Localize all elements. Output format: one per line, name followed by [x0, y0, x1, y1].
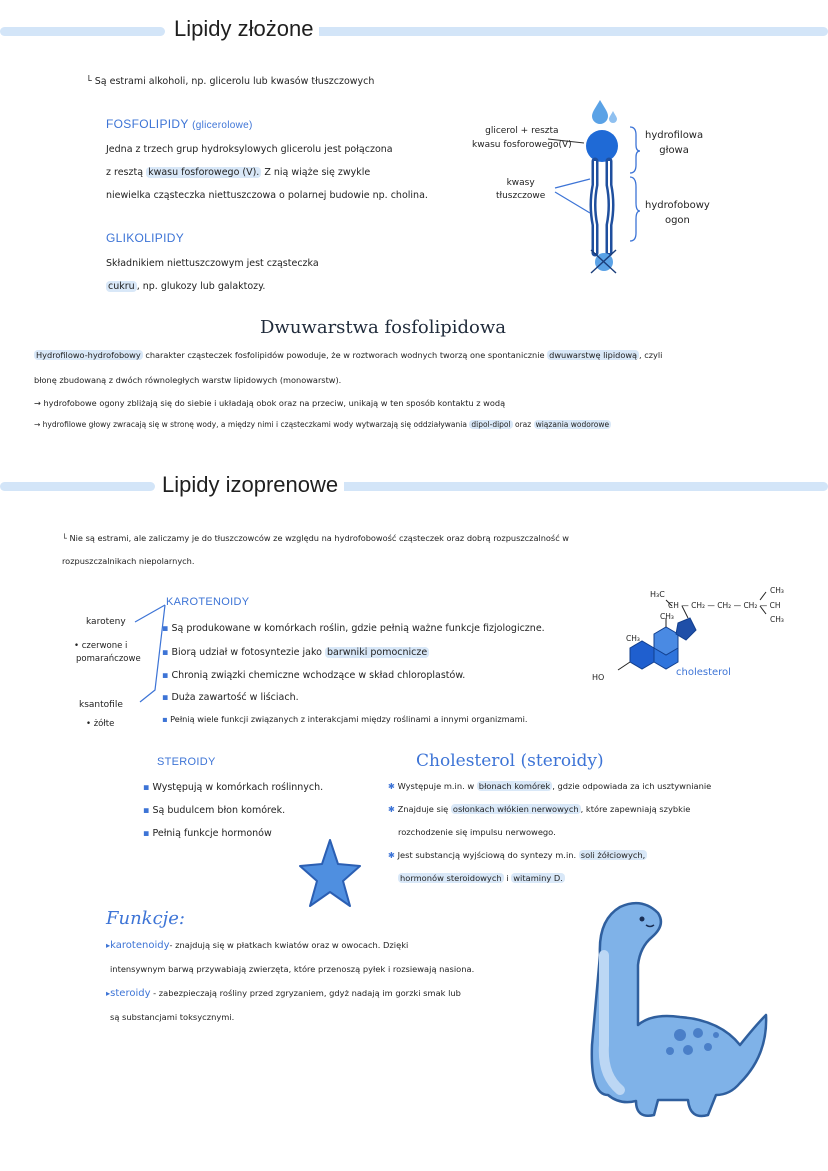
izoprenowe-intro-2: rozpuszczalnikach niepolarnych. — [62, 556, 195, 566]
dino-spot-6 — [713, 1032, 719, 1038]
chol-bullet-1-hl: błonach komórek — [478, 781, 551, 791]
chol-bullet-3-hl3: witaminy D. — [513, 873, 563, 883]
diagram-label-kwasy-1: kwasy — [506, 178, 535, 188]
fosfo-line-3: niewielka cząsteczka niettuszczowa o polarnej budowie np. cholina. — [106, 190, 428, 201]
steroidy-bullet-2-text: Są budulcem błon komórek. — [152, 805, 286, 816]
karoten-bullet-4-text: Duża zawartość w liściach. — [171, 692, 299, 703]
steroidy-bullet-3-text: Pełnią funkcje hormonów — [152, 828, 272, 839]
bracket-tail — [630, 177, 640, 241]
funkcje-line-1: ▸karotenoidy- znajdują się w płatkach kwiatów oraz w owocach. Dzięki — [106, 940, 409, 951]
chol-ch3-r1: CH₃ — [770, 586, 784, 595]
funkcje-line-3-rest: - zabezpieczają rośliny przed zgryzaniem, gdyż nadają im gorzki smak lub — [150, 988, 461, 998]
diagram-label-hydrofobowy-2: ogon — [664, 215, 690, 226]
cholesterol-diagram-label: cholesterol — [676, 667, 731, 678]
karoteny-label: karoteny — [86, 617, 126, 627]
diagram-label-hydrofilowa-1: hydrofilowa — [645, 130, 704, 141]
chol-ho: HO — [592, 673, 605, 682]
dwuwarstwa-line-3: → hydrofobowe ogony zbliżają się do siebie i układają obok oraz na przeciw, unikają w ten sposób kontaktu z wodą — [34, 398, 506, 408]
diagram-label-hydrofilowa-2: głowa — [659, 145, 689, 156]
chol-bullet-1-a: Występuje m.in. w — [397, 781, 477, 791]
karoteny-color-1: • czerwone i — [74, 641, 128, 651]
chol-ch3-r2: CH₃ — [770, 615, 784, 624]
chol-bullet-2-hl: osłonkach włókien nerwowych — [452, 804, 579, 814]
dwuwarstwa-line-4-hl1: dipol-dipol — [471, 420, 511, 429]
fosfo-line-2-highlight: kwasu fosforowego (V). — [148, 167, 260, 178]
steroidy-bullet-1: ▪ Występują w komórkach roślinnych. — [143, 782, 324, 793]
water-drop-small-icon — [609, 111, 617, 123]
karoten-bullet-5-text: Pełnią wiele funkcji związanych z interakcjami między roślinami a innymi organizmami. — [170, 714, 528, 724]
fosfo-line-2 — [106, 167, 370, 178]
funkcje-line-2: intensywnym barwą przywabiają zwierzęta, które przenoszą pyłek i rozsiewają nasiona. — [110, 964, 475, 974]
diagram-label-kwasy-2: tłuszczowe — [496, 191, 546, 201]
funkcje-line-1-rest: - znajdują się w płatkach kwiatów oraz w owocach. Dzięki — [169, 940, 409, 950]
funkcje-heading: Funkcje: — [106, 908, 185, 929]
water-drop-icon — [592, 100, 608, 124]
cholesterol-heading: Cholesterol (steroidy) — [416, 751, 604, 771]
gliko-line-2 — [106, 281, 265, 292]
chol-bullet-1: ✱ Występuje m.in. w błonach komórek , gdzie odpowiada za ich usztywnianie — [388, 781, 712, 791]
dinosaur-illustration — [580, 895, 780, 1125]
glikolipidy-heading: GLIKOLIPIDY — [106, 231, 184, 245]
karoten-bullet-2-hl: barwniki pomocnicze — [327, 647, 428, 658]
header-bar-left-1 — [0, 27, 165, 36]
karoten-bullet-1-text: Są produkowane w komórkach roślin, gdzie pełnią ważne funkcje fizjologiczne. — [171, 623, 545, 634]
chol-bullet-1-b: , gdzie odpowiada za ich usztywnianie — [552, 781, 712, 791]
chol-bullet-3-hl2: hormonów steroidowych — [400, 873, 502, 883]
dwuwarstwa-line-1 — [34, 350, 662, 360]
dwuwarstwa-line-4-b: oraz — [512, 420, 534, 429]
fosfo-line-1: Jedna z trzech grup hydroksylowych glicerolu jest połączona — [106, 144, 393, 155]
karoteny-color-2: pomarańczowe — [76, 654, 141, 664]
dino-spot-4 — [704, 1043, 712, 1051]
chol-bullet-2: ✱ Znajduje się osłonkach włókien nerwowych , które zapewniają szybkie — [388, 804, 691, 814]
steroidy-bullet-1-text: Występują w komórkach roślinnych. — [152, 782, 324, 793]
dwuwarstwa-line-4-hl2: wiązania wodorowe — [535, 420, 610, 429]
header-bar-right-1 — [300, 27, 828, 36]
diagram-label-hydrofilowa — [645, 128, 703, 158]
chol-bullet-3-hl: soli żółciowych, — [580, 850, 646, 860]
karoten-bullet-5: ▪ Pełnią wiele funkcji związanych z interakcjami między roślinami a innymi organizmami. — [162, 714, 528, 724]
diagram-label-hydrofobowy — [645, 198, 710, 228]
steroidy-bullet-3: ▪ Pełnią funkcje hormonów — [143, 828, 272, 839]
dino-spot-5 — [666, 1047, 674, 1055]
chol-bullet-3-cont — [398, 873, 565, 883]
chol-ch3-ring: CH₃ — [626, 634, 640, 643]
ring-d — [676, 618, 696, 640]
gliko-line-2-highlight: cukru — [108, 281, 135, 292]
dwuwarstwa-line-1-hl2: dwuwarstwę lipidową — [549, 350, 638, 360]
dwuwarstwa-line-1-c: , czyli — [639, 350, 663, 360]
section-title-lipidy-zlozone: Lipidy złożone — [168, 16, 319, 42]
funkcje-line-3: ▸steroidy - zabezpieczają rośliny przed zgryzaniem, gdyż nadają im gorzki smak lub — [106, 988, 461, 999]
izoprenowe-intro-1: └ Nie są estrami, ale zaliczamy je do tłuszczowców ze względu na hydrofobowość cząsteczek oraz dobrą rozpuszczalność w — [62, 533, 570, 543]
chol-ch3-m: CH₃ — [660, 612, 674, 621]
karoten-bullet-3-text: Chronią związki chemiczne wchodzące w skład chloroplastów. — [171, 670, 466, 681]
header-bar-right-3 — [315, 482, 828, 491]
fosfo-line-2-a: z resztą — [106, 167, 147, 178]
dino-spot-2 — [693, 1028, 703, 1038]
chol-bullet-3-a: Jest substancją wyjściową do syntezy m.in. — [397, 850, 579, 860]
chol-bullet-2-a: Znajduje się — [397, 804, 451, 814]
chol-bullet-2-cont: rozchodzenie się impulsu nerwowego. — [398, 827, 556, 837]
chol-ch3-top: H₃C — [650, 590, 665, 599]
bracket-head — [630, 127, 640, 173]
dwuwarstwa-line-4 — [34, 420, 611, 429]
dwuwarstwa-line-2: błonę zbudowaną z dwóch równoległych warstw lipidowych (monowarstw). — [34, 375, 342, 385]
dwuwarstwa-line-1-b: charakter cząsteczek fosfolipidów powoduje, że w roztworach wodnych tworzą one spontanicznie — [142, 350, 548, 360]
funkcje-line-4: są substancjami toksycznymi. — [110, 1012, 235, 1022]
gliko-line-1: Składnikiem niettuszczowym jest cząsteczka — [106, 258, 319, 269]
steroidy-heading: STEROIDY — [157, 756, 216, 768]
karoten-bullet-4: ▪ Duża zawartość w liściach. — [162, 692, 299, 703]
header-bar-left-3 — [0, 482, 155, 491]
dino-spot-1 — [674, 1029, 686, 1041]
funkcje-line-3-key: steroidy — [110, 988, 151, 999]
diagram-label-glicerol — [472, 124, 572, 152]
steroidy-bullet-2: ▪ Są budulcem błon komórek. — [143, 805, 286, 816]
chol-bullet-3: ✱ Jest substancją wyjściową do syntezy m.in. soli żółciowych, — [388, 850, 646, 860]
karoten-bullet-2: ▪ Biorą udział w fotosyntezie jako barwniki pomocnicze — [162, 647, 428, 658]
karotenoidy-heading: KAROTENOIDY — [166, 596, 250, 608]
diagram-label-glicerol-2: kwasu fosforowego(V) — [472, 140, 572, 150]
fosfolipidy-title: FOSFOLIPIDY — [106, 117, 189, 131]
phospholipid-head — [586, 130, 618, 162]
dwuwarstwa-line-1-hl1: Hydrofilowo-hydrofobowy — [36, 350, 141, 360]
diagram-label-hydrofobowy-1: hydrofobowy — [645, 200, 710, 211]
diagram-label-glicerol-1: glicerol + reszta — [485, 126, 559, 136]
fosfo-line-2-b: Z nią wiąże się zwykle — [261, 167, 371, 178]
karoten-bullet-2-a: Biorą udział w fotosyntezie jako — [171, 647, 325, 658]
section-title-dwuwarstwa: Dwuwarstwa fosfolipidowa — [260, 317, 507, 338]
funkcje-line-1-key: karotenoidy — [110, 940, 170, 951]
fosfolipidy-subtitle: (glicerolowe) — [192, 120, 253, 131]
chol-bullet-2-b: , które zapewniają szybkie — [580, 804, 691, 814]
section-title-lipidy-izoprenowe: Lipidy izoprenowe — [156, 472, 344, 498]
dino-eye — [640, 917, 645, 922]
ksantofile-color: • żółte — [86, 719, 115, 729]
dwuwarstwa-line-4-a: → hydrofilowe głowy zwracają się w stronę wody, a między nimi i cząsteczkami wody wytwarzają się oddziaływania — [34, 420, 470, 429]
ring-a — [630, 641, 654, 669]
diagram-label-kwasy — [496, 177, 545, 203]
fosfolipidy-heading — [106, 117, 253, 131]
dino-spot-3 — [683, 1045, 693, 1055]
chol-chain: CH — CH₂ — CH₂ — CH₂ — CH — [668, 601, 781, 610]
ksantofile-label: ksantofile — [79, 700, 123, 710]
karoten-bullet-1: ▪ Są produkowane w komórkach roślin, gdzie pełnią ważne funkcje fizjologiczne. — [162, 623, 545, 634]
star-icon — [298, 838, 362, 910]
chol-bullet-3-b: i — [503, 873, 512, 883]
intro-text: └ Są estrami alkoholi, np. glicerolu lub kwasów tłuszczowych — [86, 76, 375, 87]
gliko-line-2-b: , np. glukozy lub galaktozy. — [136, 281, 266, 292]
karoten-bullet-3: ▪ Chronią związki chemiczne wchodzące w skład chloroplastów. — [162, 670, 466, 681]
